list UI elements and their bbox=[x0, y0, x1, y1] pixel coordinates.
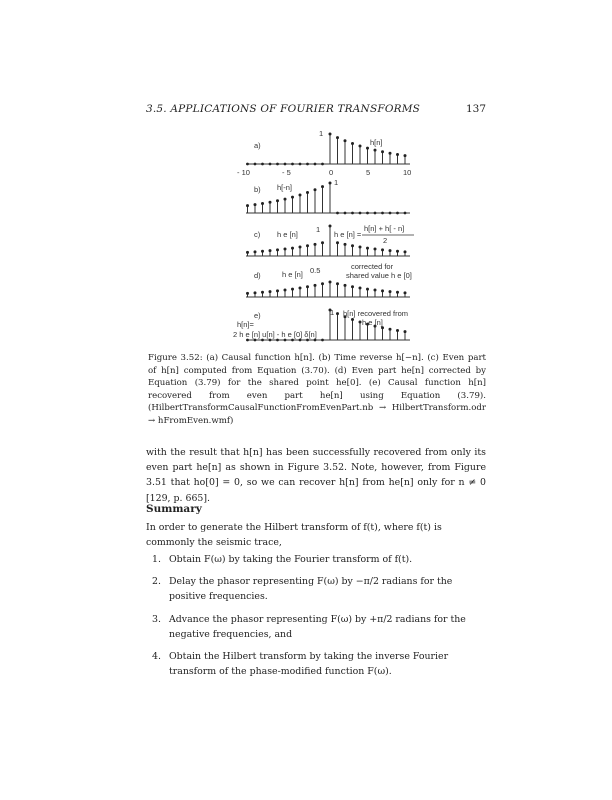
panel-e-peak-label: 1 bbox=[330, 308, 335, 317]
panel-b-letter: b) bbox=[254, 185, 261, 194]
panel-c-stem-head bbox=[254, 250, 257, 253]
panel-b-zero-dot bbox=[336, 212, 339, 215]
panel-e-stem-head bbox=[389, 328, 392, 331]
panel-d-stem-head bbox=[269, 290, 272, 293]
panel-a-zero-dot bbox=[269, 163, 272, 166]
panel-d-stem-head bbox=[374, 289, 377, 292]
panel-d-stem-head bbox=[299, 287, 302, 290]
panel-e-lhs-line1: h[n]= bbox=[237, 320, 254, 329]
body-paragraph: with the result that h[n] has been successfully recovered from only its even part he[n] as shown in Figure 3.52. Note, however, from Figure 3.51 that ho[0] = 0, so we can recover h[n] from he[n] only for n ≠ 0 [129, p. 665]. bbox=[146, 447, 486, 504]
panel-c-label: h e [n] bbox=[277, 230, 298, 239]
axis-tick-label: 0 bbox=[329, 168, 334, 177]
panel-e-lhs-line2: 2 h e [n] u[n] - h e [0] δ[n] bbox=[233, 330, 317, 339]
intro-paragraph: In order to generate the Hilbert transform of f(t), where f(t) is commonly the seismic trace, bbox=[146, 522, 442, 549]
panel-b-stem-head bbox=[269, 201, 272, 204]
panel-b-stem-head bbox=[306, 191, 309, 194]
caption-number: Figure 3.52: bbox=[148, 353, 203, 363]
panel-c-stem-head bbox=[276, 248, 279, 251]
panel-d-stem-head bbox=[366, 288, 369, 291]
panel-d-stem-head bbox=[344, 284, 347, 287]
panel-d-stem-head bbox=[336, 282, 339, 285]
panel-e-zero-dot bbox=[254, 339, 257, 342]
panel-d-stem-head bbox=[321, 282, 324, 285]
panel-c-letter: c) bbox=[254, 230, 261, 239]
panel-d-letter: d) bbox=[254, 271, 261, 280]
panel-c-stem-head bbox=[359, 246, 362, 249]
axis-tick-label: - 10 bbox=[237, 168, 250, 177]
panel-e-note-line2: h e [n] bbox=[362, 318, 383, 327]
panel-e-zero-dot bbox=[284, 339, 287, 342]
panel-d-peak-label: 0.5 bbox=[310, 266, 321, 275]
panel-b-zero-dot bbox=[366, 212, 369, 215]
list-item-number: 3. bbox=[152, 613, 161, 625]
panel-a-stem-head bbox=[344, 139, 347, 142]
fraction-bar bbox=[362, 234, 414, 236]
panel-b-zero-dot bbox=[344, 212, 347, 215]
panel-a-stem-head bbox=[396, 153, 399, 156]
panel-b-stem-head bbox=[246, 204, 249, 207]
page-number: 137 bbox=[466, 103, 487, 115]
panel-b-zero-dot bbox=[359, 212, 362, 215]
panel-c-stem-head bbox=[404, 250, 407, 253]
list-item-number: 4. bbox=[152, 651, 161, 663]
panel-c-stem-head bbox=[269, 249, 272, 252]
panel-b-stem-head bbox=[321, 185, 324, 188]
panel-a-stem-head bbox=[366, 147, 369, 150]
panel-a-stem-head bbox=[359, 145, 362, 148]
panel-e-stem-head bbox=[351, 318, 354, 321]
panel-c-stem-head bbox=[351, 244, 354, 247]
panel-a-zero-dot bbox=[261, 163, 264, 166]
panel-e-zero-dot bbox=[246, 339, 249, 342]
panel-e-zero-dot bbox=[314, 339, 317, 342]
panel-e-zero-dot bbox=[306, 339, 309, 342]
panel-c-stem-head bbox=[306, 244, 309, 247]
panel-c-formula-lhs: h e [n] = bbox=[334, 230, 362, 239]
panel-d-stem-head bbox=[261, 291, 264, 294]
list-item bbox=[146, 552, 486, 567]
panel-a-zero-dot bbox=[246, 163, 249, 166]
list-item-text: Delay the phasor representing F(ω) by −π/2 radians for the positive frequencies. bbox=[169, 576, 453, 603]
panel-d-stem-head bbox=[329, 281, 332, 284]
panel-a-peak-label: 1 bbox=[319, 129, 324, 138]
panel-d-note-line2: shared value h e [0] bbox=[346, 271, 412, 280]
axis-tick-label: 5 bbox=[366, 168, 371, 177]
panel-e-zero-dot bbox=[291, 339, 294, 342]
panel-e-zero-dot bbox=[269, 339, 272, 342]
panel-d-stem-head bbox=[396, 291, 399, 294]
panel-b-zero-dot bbox=[351, 212, 354, 215]
panel-c-stem-head bbox=[284, 248, 287, 251]
panel-c-formula-denominator: 2 bbox=[383, 236, 388, 245]
panel-d-stem-head bbox=[306, 285, 309, 288]
panel-d-stem-head bbox=[284, 289, 287, 292]
panel-e-zero-dot bbox=[276, 339, 279, 342]
panel-a-stem-head bbox=[374, 149, 377, 152]
panel-a-zero-dot bbox=[291, 163, 294, 166]
panel-b-stem-head bbox=[314, 188, 317, 191]
panel-b-zero-dot bbox=[396, 212, 399, 215]
panel-a-letter: a) bbox=[254, 141, 261, 150]
panel-a-stem-head bbox=[404, 154, 407, 157]
panel-a-stem-head bbox=[329, 133, 332, 136]
panel-b-stem-head bbox=[299, 194, 302, 197]
panel-b-stem-head bbox=[261, 202, 264, 205]
panel-c-stem-head bbox=[321, 241, 324, 244]
list-item-text: Obtain the Hilbert transform by taking the inverse Fourier transform of the phase-modified function F(ω). bbox=[169, 651, 449, 678]
section-title: Summary bbox=[146, 503, 202, 515]
figure-3-52 bbox=[0, 0, 612, 350]
panel-a-zero-dot bbox=[284, 163, 287, 166]
panel-a-zero-dot bbox=[276, 163, 279, 166]
panel-e-stem-head bbox=[404, 330, 407, 333]
panel-d-stem-head bbox=[359, 287, 362, 290]
panel-c-stem-head bbox=[299, 246, 302, 249]
panel-b-zero-dot bbox=[389, 212, 392, 215]
panel-e-zero-dot bbox=[299, 339, 302, 342]
panel-a-stem-head bbox=[381, 150, 384, 153]
panel-d-stem-head bbox=[381, 289, 384, 292]
panel-c-stem-head bbox=[261, 250, 264, 253]
panel-b-stem-head bbox=[291, 196, 294, 199]
panel-d-note-line1: corrected for bbox=[351, 262, 394, 271]
panel-c-stem-head bbox=[381, 248, 384, 251]
figure-caption bbox=[148, 352, 486, 428]
panel-e-zero-dot bbox=[321, 339, 324, 342]
panel-e-stem-head bbox=[396, 329, 399, 332]
panel-b-zero-dot bbox=[404, 212, 407, 215]
list-item-number: 1. bbox=[152, 554, 161, 565]
axis-tick-label: - 5 bbox=[282, 168, 291, 177]
panel-c-formula-numerator: h[n] + h[ - n] bbox=[364, 224, 405, 233]
panel-e-letter: e) bbox=[254, 311, 261, 320]
panel-a-zero-dot bbox=[299, 163, 302, 166]
panel-d-stem-head bbox=[246, 292, 249, 295]
panel-d-stem-head bbox=[314, 284, 317, 287]
panel-a-stem-head bbox=[389, 152, 392, 155]
axis-tick-label: 10 bbox=[403, 168, 412, 177]
panel-d-stem-head bbox=[276, 289, 279, 292]
panel-b-stem-head bbox=[254, 203, 257, 206]
list-item bbox=[146, 612, 486, 642]
panel-a-zero-dot bbox=[254, 163, 257, 166]
panel-b-stem-head bbox=[284, 198, 287, 201]
list-item-text: Obtain F(ω) by taking the Fourier transform of f(t). bbox=[169, 554, 413, 565]
panel-d-stem-head bbox=[351, 285, 354, 288]
panel-d-stem-head bbox=[291, 288, 294, 291]
panel-a-stem-head bbox=[351, 142, 354, 145]
panel-b-stem-head bbox=[329, 182, 332, 185]
panel-a-zero-dot bbox=[306, 163, 309, 166]
panel-b-label: h[-n] bbox=[277, 183, 293, 192]
panel-e-note-line1: h[n] recovered from bbox=[343, 309, 409, 318]
caption-text: (a) Causal function h[n]. (b) Time reverse h[−n]. (c) Even part of h[n] computed from Equation (3.70). (d) Even part he[n] corrected by Equation (3.79) for the shared point he[0]. (e) Causal function h[n] recovered from even part he[n] using Equation (3.79). (HilbertTransformCausalFunctionFromEvenPart.nb → HilbertTransform.odr → hFromEven.wmf) bbox=[148, 353, 487, 426]
panel-d-stem-head bbox=[389, 290, 392, 293]
panel-a-stem-head bbox=[336, 136, 339, 139]
list-item bbox=[146, 574, 486, 604]
panel-c-stem-head bbox=[329, 225, 332, 228]
panel-c-stem-head bbox=[291, 247, 294, 250]
running-header: 3.5. APPLICATIONS OF FOURIER TRANSFORMS bbox=[146, 103, 421, 115]
panel-c-stem-head bbox=[336, 241, 339, 244]
panel-c-stem-head bbox=[366, 247, 369, 250]
panel-c-stem-head bbox=[396, 250, 399, 253]
panel-c-stem-head bbox=[389, 249, 392, 252]
panel-c-peak-label: 1 bbox=[316, 225, 321, 234]
panel-c-stem-head bbox=[344, 243, 347, 246]
panel-c-stem-head bbox=[246, 251, 249, 254]
panel-e-zero-dot bbox=[261, 339, 264, 342]
panel-a-label: h[n] bbox=[370, 138, 383, 147]
panel-b-zero-dot bbox=[374, 212, 377, 215]
list-item-number: 2. bbox=[152, 576, 161, 588]
panel-a-zero-dot bbox=[314, 163, 317, 166]
steps-list bbox=[146, 552, 486, 686]
panel-d-label: h e [n] bbox=[282, 270, 303, 279]
panel-d-stem-head bbox=[254, 291, 257, 294]
panel-e-stem-head bbox=[336, 312, 339, 315]
list-item-text: Advance the phasor representing F(ω) by +π/2 radians for the negative frequencies, and bbox=[169, 613, 466, 640]
panel-c-stem-head bbox=[374, 248, 377, 251]
panel-c-stem-head bbox=[314, 243, 317, 246]
list-item bbox=[146, 649, 486, 679]
panel-d-stem-head bbox=[404, 291, 407, 294]
panel-b-zero-dot bbox=[381, 212, 384, 215]
panel-b-stem-head bbox=[276, 199, 279, 202]
panel-a-zero-dot bbox=[321, 163, 324, 166]
panel-b-peak-label: 1 bbox=[334, 178, 339, 187]
